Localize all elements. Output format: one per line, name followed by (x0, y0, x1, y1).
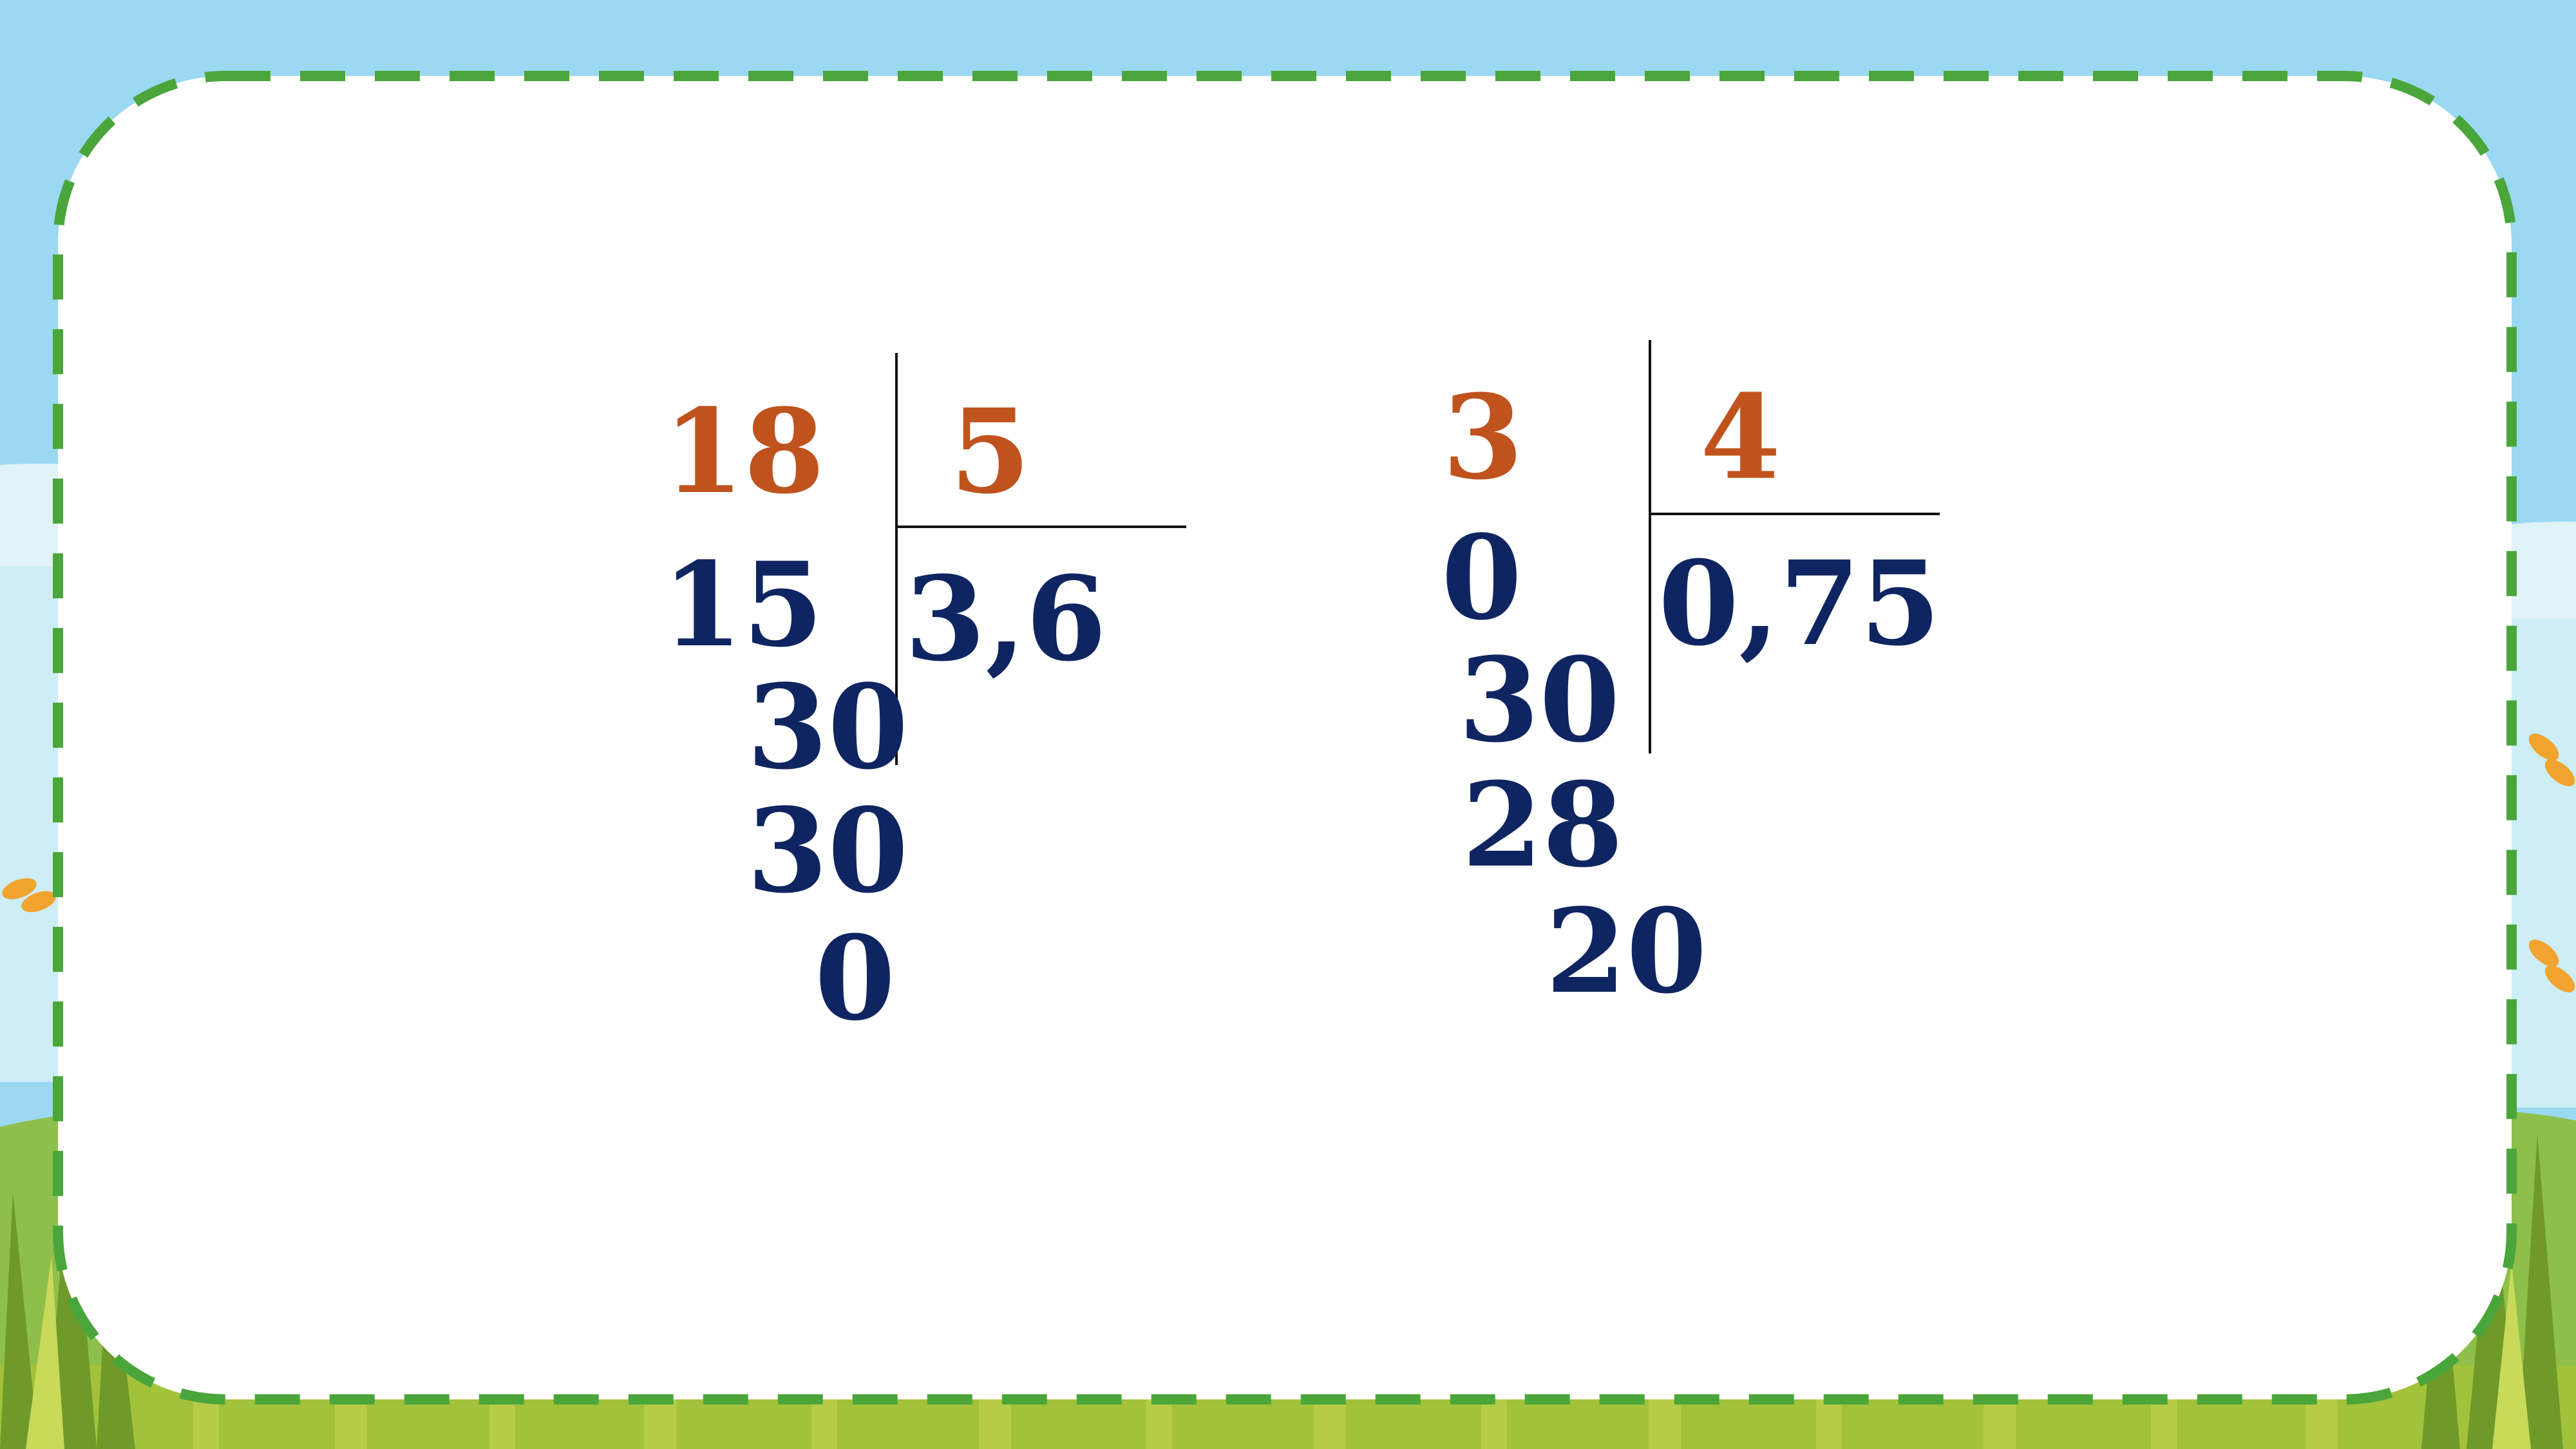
step-subtrahend: 15 (662, 537, 824, 673)
quotient: 3,6 (905, 551, 1107, 687)
dividend: 3 (1443, 370, 1524, 506)
divisor: 4 (1700, 370, 1781, 506)
divisor: 5 (950, 384, 1031, 520)
division-horizontal-line (896, 526, 1186, 528)
step-remainder: 20 (1546, 884, 1707, 1019)
dividend: 18 (663, 384, 825, 520)
step-remainder: 0 (815, 911, 896, 1046)
step-remainder: 30 (747, 659, 909, 795)
step-subtrahend: 30 (747, 783, 909, 919)
division-vertical-line (1649, 340, 1651, 753)
division-horizontal-line (1650, 513, 1940, 515)
quotient: 0,75 (1658, 536, 1941, 672)
step-remainder: 30 (1459, 632, 1620, 768)
step-subtrahend: 0 (1441, 510, 1522, 646)
step-subtrahend: 28 (1462, 757, 1624, 893)
